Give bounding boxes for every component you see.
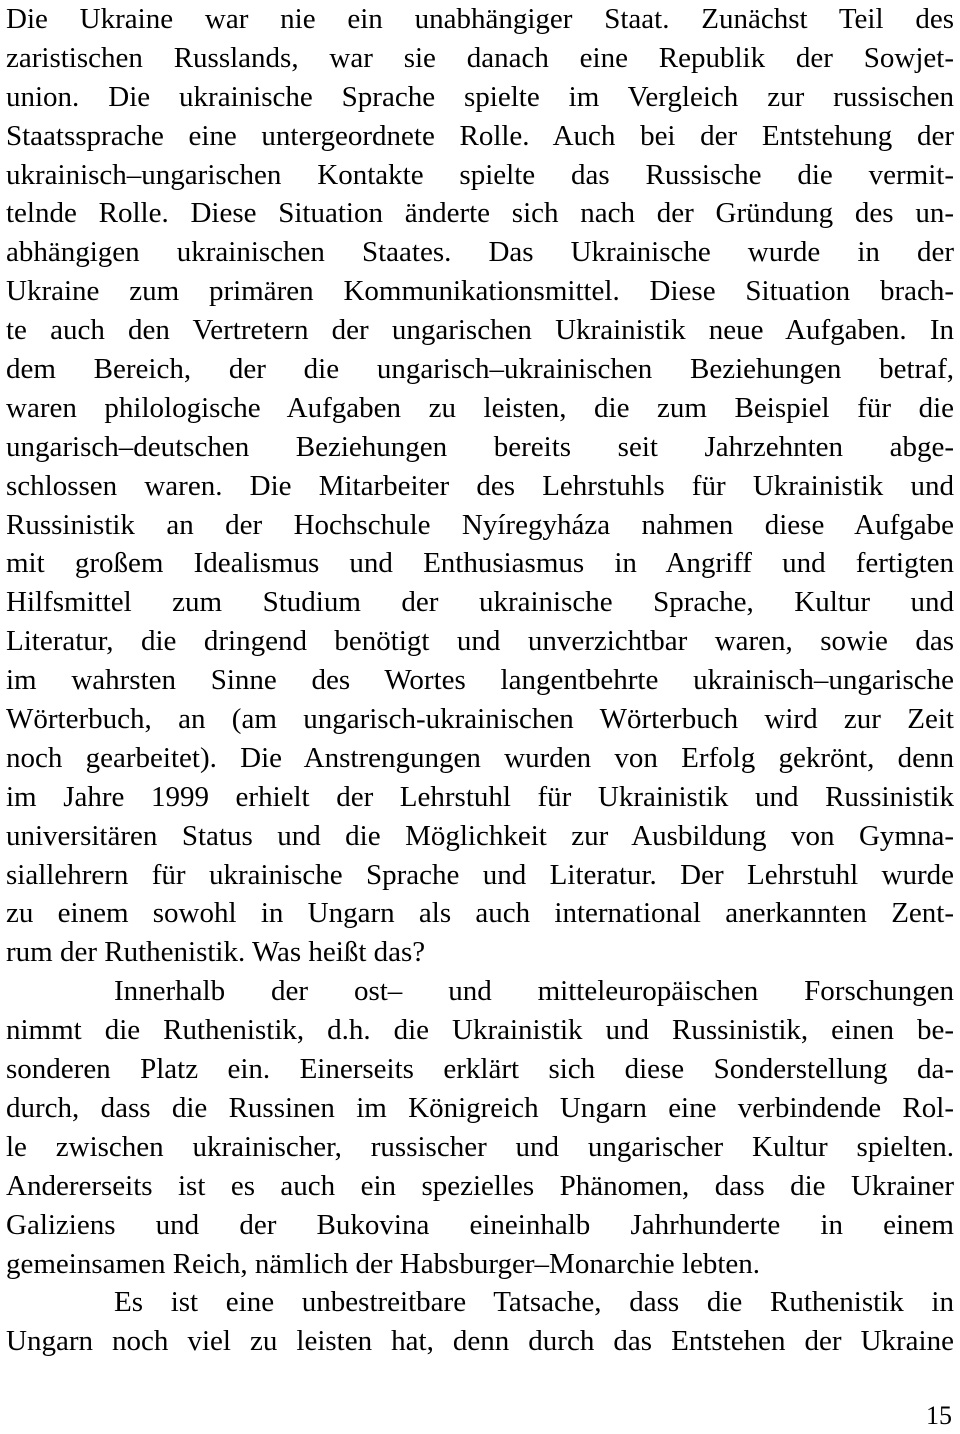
text-line: Ungarn noch viel zu leisten hat, denn durch das Entstehen der Ukraine [6, 1325, 954, 1358]
text-line: Es ist eine unbestreitbare Tatsache, dass die Ruthenistik in [114, 1286, 954, 1319]
text-line: Wörterbuch, an (am ungarisch-ukrainischen Wörterbuch wird zur Zeit [6, 703, 954, 736]
text-line: Innerhalb der ost– und mitteleuropäischen Forschungen [114, 975, 954, 1008]
text-line: abhängigen ukrainischen Staates. Das Ukrainische wurde in der [6, 236, 954, 269]
text-line: dem Bereich, der die ungarisch–ukrainischen Beziehungen betraf, [6, 353, 954, 386]
text-line: Andererseits ist es auch ein spezielles Phänomen, dass die Ukrainer [6, 1169, 954, 1202]
text-line: im Jahre 1999 erhielt der Lehrstuhl für Ukrainistik und Russinistik [6, 780, 954, 813]
text-line: durch, dass die Russinen im Königreich Ungarn eine verbindende Rol- [6, 1091, 954, 1124]
text-line: zaristischen Russlands, war sie danach eine Republik der Sowjet- [6, 41, 954, 74]
text-line: Hilfsmittel zum Studium der ukrainische Sprache, Kultur und [6, 586, 954, 619]
text-line: le zwischen ukrainischer, russischer und ungarischer Kultur spielten. [6, 1130, 954, 1163]
text-line: te auch den Vertretern der ungarischen Ukrainistik neue Aufgaben. In [6, 314, 954, 347]
body-text [6, 0, 954, 1361]
text-line: telnde Rolle. Diese Situation änderte sich nach der Gründung des un- [6, 197, 954, 230]
text-line: ungarisch–deutschen Beziehungen bereits seit Jahrzehnten abge- [6, 430, 954, 463]
text-line: Galiziens und der Bukovina eineinhalb Jahrhunderte in einem [6, 1208, 954, 1241]
text-line: Ukraine zum primären Kommunikationsmittel. Diese Situation brach- [6, 275, 954, 308]
text-line: gemeinsamen Reich, nämlich der Habsburger–Monarchie lebten. [6, 1247, 761, 1280]
text-line: rum der Ruthenistik. Was heißt das? [6, 936, 426, 969]
text-line: zu einem sowohl in Ungarn als auch international anerkannten Zent- [6, 897, 954, 930]
text-line: Die Ukraine war nie ein unabhängiger Staat. Zunächst Teil des [6, 3, 954, 35]
text-line: siallehrern für ukrainische Sprache und Literatur. Der Lehrstuhl wurde [6, 858, 954, 891]
text-line: nimmt die Ruthenistik, d.h. die Ukrainistik und Russinistik, einen be- [6, 1014, 954, 1047]
text-line: noch gearbeitet). Die Anstrengungen wurden von Erfolg gekrönt, denn [6, 741, 954, 774]
text-line: schlossen waren. Die Mitarbeiter des Lehrstuhls für Ukrainistik und [6, 469, 954, 502]
text-line: sonderen Platz ein. Einerseits erklärt sich diese Sonderstellung da- [6, 1053, 954, 1086]
text-line: Literatur, die dringend benötigt und unverzichtbar waren, sowie das [6, 625, 954, 658]
text-line: universitären Status und die Möglichkeit zur Ausbildung von Gymna- [6, 819, 954, 852]
text-line: Russinistik an der Hochschule Nyíregyháza nahmen diese Aufgabe [6, 508, 954, 541]
page-number: 15 [926, 1401, 952, 1430]
text-line: waren philologische Aufgaben zu leisten, die zum Beispiel für die [6, 391, 954, 424]
text-line: im wahrsten Sinne des Wortes langentbehrte ukrainisch–ungarische [6, 664, 954, 697]
text-line: mit großem Idealismus und Enthusiasmus in Angriff und fertigten [6, 547, 954, 580]
text-line: ukrainisch–ungarischen Kontakte spielte das Russische die vermit- [6, 158, 954, 191]
text-line: union. Die ukrainische Sprache spielte im Vergleich zur russischen [6, 80, 954, 113]
text-line: Staatssprache eine untergeordnete Rolle. Auch bei der Entstehung der [6, 119, 954, 152]
